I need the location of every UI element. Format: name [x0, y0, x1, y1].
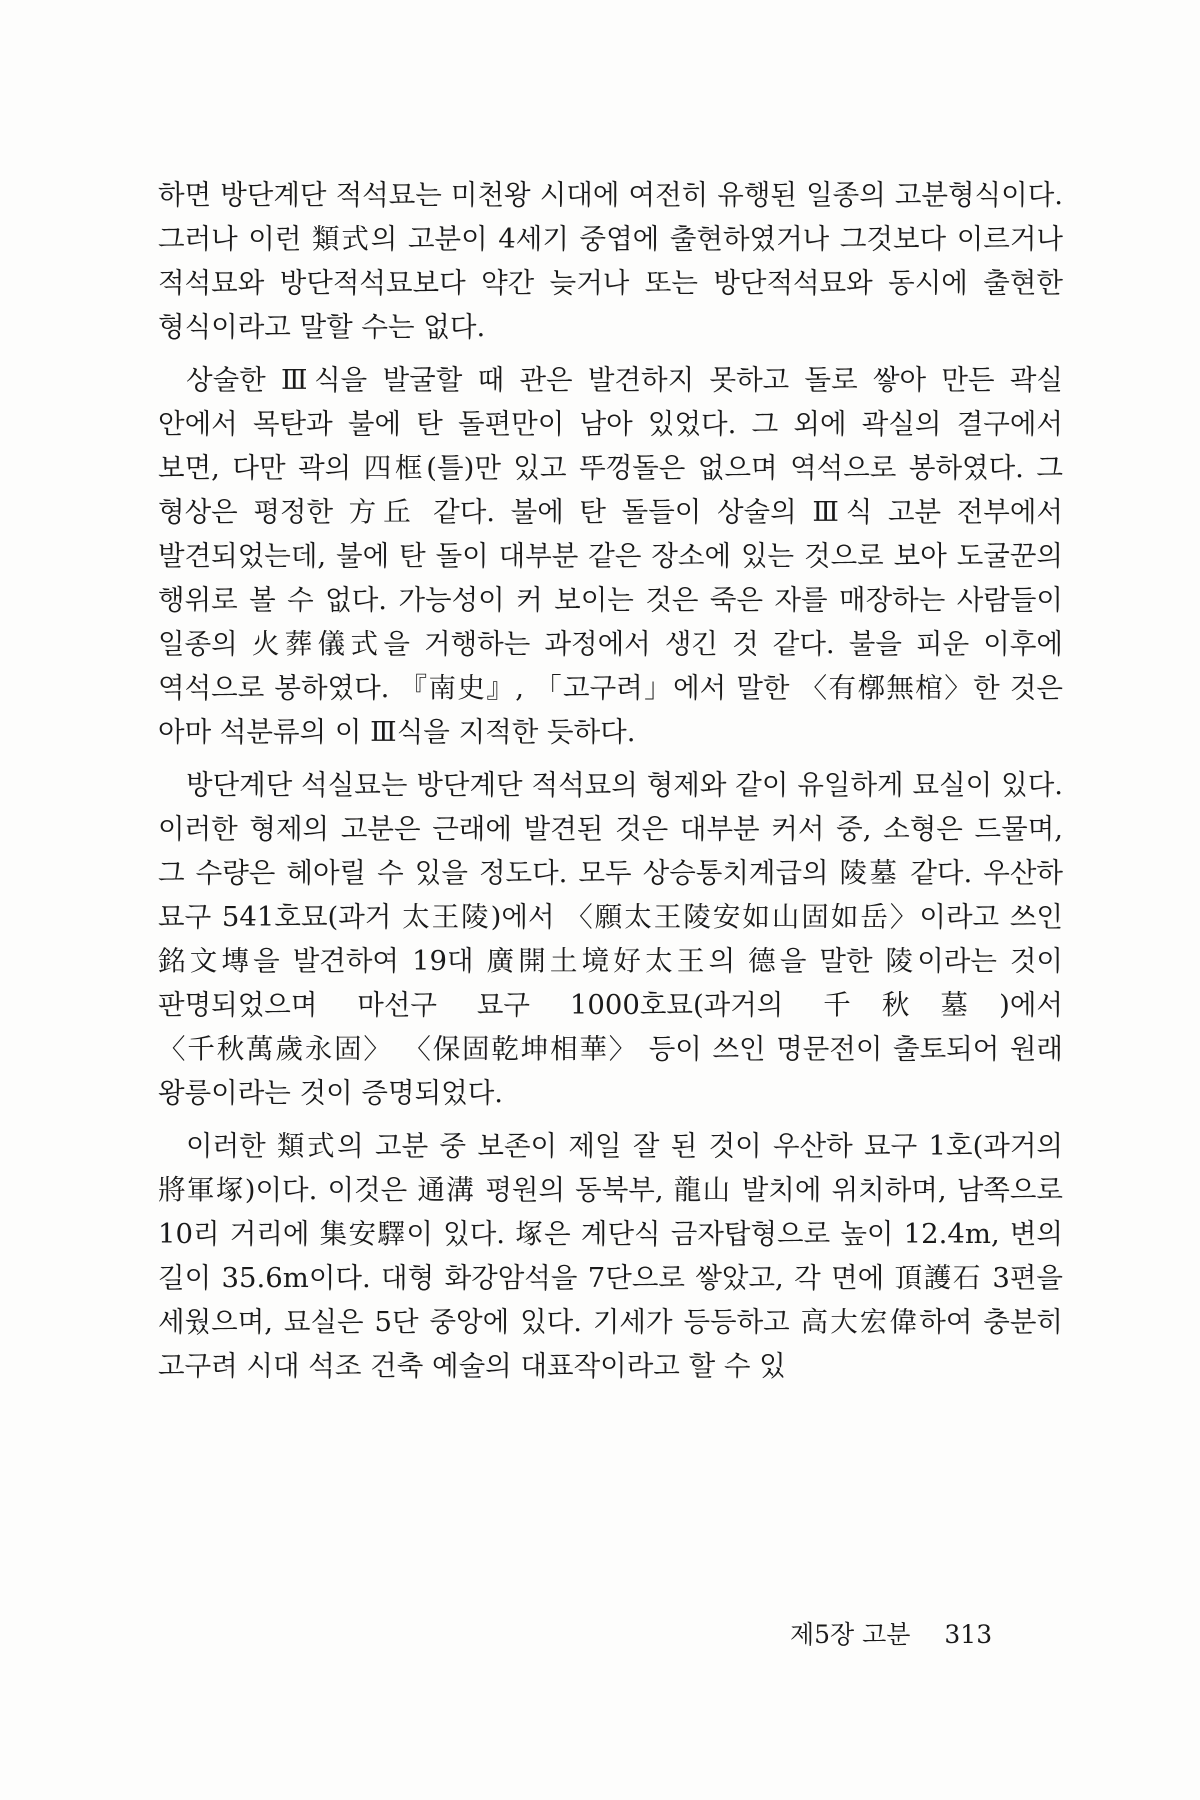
paragraph-1: 하면 방단계단 적석묘는 미천왕 시대에 여전히 유행된 일종의 고분형식이다. 그러나 이런 類式의 고분이 4세기 중엽에 출현하였거나 그것보다 이르거나 적석묘와 방단적석묘보다 약간 늦거나 또는 방단적석묘와 동시에 출현한 형식이라고 말할 수는 없다.: [158, 179, 1063, 343]
paragraph-4: 이러한 類式의 고분 중 보존이 제일 잘 된 것이 우산하 묘구 1호(과거의 將軍塚)이다. 이것은 通溝 평원의 동북부, 龍山 발치에 위치하며, 남쪽으로 10리 거리에 集安驛이 있다. 塚은 계단식 금자탑형으로 높이 12.4m, 변의 길이 35.6m이다. 대형 화강암석을 7단으로 쌓았고, 각 면에 頂護石 3편을 세웠으며, 묘실은 5단 중앙에 있다. 기세가 등등하고 高大宏偉하여 충분히 고구려 시대 석조 건축 예술의 대표작이라고 할 수 있: [158, 1130, 1063, 1382]
page-number: 313: [944, 1620, 993, 1649]
paragraph-2: 상술한 Ⅲ식을 발굴할 때 관은 발견하지 못하고 돌로 쌓아 만든 곽실 안에서 목탄과 불에 탄 돌편만이 남아 있었다. 그 외에 곽실의 결구에서 보면, 다만 곽의 四框(틀)만 있고 뚜껑돌은 없으며 역석으로 봉하였다. 그 형상은 평정한 方丘 같다. 불에 탄 돌들이 상술의 Ⅲ식 고분 전부에서 발견되었는데, 불에 탄 돌이 대부분 같은 장소에 있는 것으로 보아 도굴꾼의 행위로 볼 수 없다. 가능성이 커 보이는 것은 죽은 자를 매장하는 사람들이 일종의 火葬儀式을 거행하는 과정에서 생긴 것 같다. 불을 피운 이후에 역석으로 봉하였다. 『南史』, 「고구려」에서 말한 〈有槨無棺〉한 것은 아마 석분류의 이 Ⅲ식을 지적한 듯하다.: [158, 364, 1063, 748]
body-text: [158, 173, 1063, 1397]
paragraph-3: 방단계단 석실묘는 방단계단 적석묘의 형제와 같이 유일하게 묘실이 있다. 이러한 형제의 고분은 근래에 발견된 것은 대부분 커서 중, 소형은 드물며, 그 수량은 헤아릴 수 있을 정도다. 모두 상승통치계급의 陵墓 같다. 우산하 묘구 541호묘(과거 太王陵)에서 〈願太王陵安如山固如岳〉이라고 쓰인 銘文塼을 발견하여 19대 廣開土境好太王의 德을 말한 陵이라는 것이 판명되었으며 마선구 묘구 1000호묘(과거의 千秋墓)에서 〈千秋萬歲永固〉 〈保固乾坤相華〉 등이 쓰인 명문전이 출토되어 원래 왕릉이라는 것이 증명되었다.: [158, 769, 1063, 1109]
page-footer: [790, 1615, 1070, 1651]
running-footer-chapter: 제5장 고분: [790, 1620, 911, 1649]
